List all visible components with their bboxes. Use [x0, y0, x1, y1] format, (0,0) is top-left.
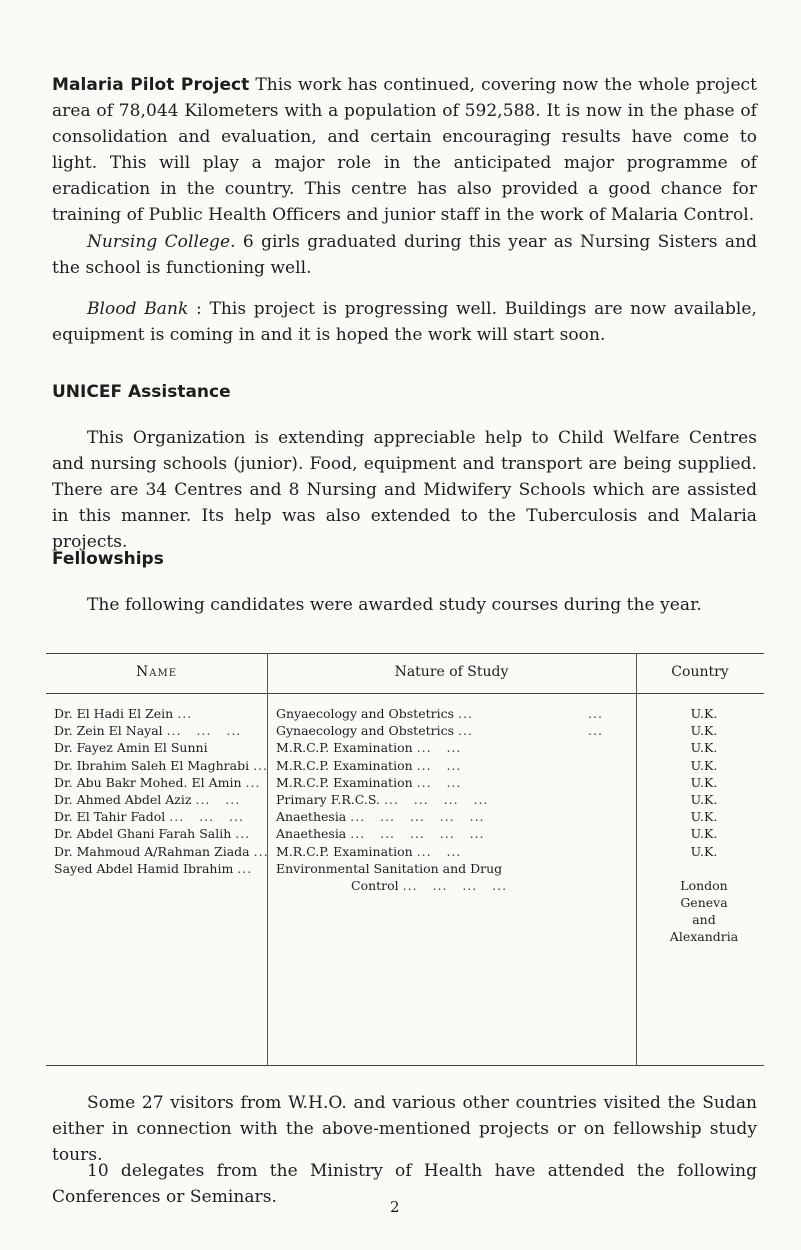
table-row: Dr. Ibrahim Saleh El Maghrabi ... M.R.C.P. Examination ... ... U.K.: [46, 757, 764, 774]
nursing-heading: Nursing College.: [87, 232, 236, 252]
blood-bank-paragraph: [52, 296, 757, 348]
cell-country: U.K.: [690, 791, 718, 807]
blood-bank-heading: Blood Bank: [87, 299, 189, 319]
table-row: Dr. Mahmoud A/Rahman Ziada ... M.R.C.P. Examination ... ... U.K.: [46, 843, 764, 860]
table-row: Dr. Zein El Nayal ... ... ... Gynaecology and Obstetrics ... ... U.K.: [46, 722, 764, 739]
malaria-paragraph: [52, 72, 757, 228]
fellowships-heading: Fellowships: [52, 549, 164, 569]
cell-country: U.K.: [690, 843, 718, 859]
visitors-section: [52, 1090, 757, 1168]
cell-country-line: and: [692, 912, 716, 928]
table-bottom-rule: [46, 1065, 764, 1066]
cell-name: Dr. Abu Bakr Mohed. El Amin: [54, 774, 242, 790]
cell-study: M.R.C.P. Examination: [276, 740, 413, 756]
visitors-paragraph: Some 27 visitors from W.H.O. and various other countries visited the Sudan either in connection with the above-mentioned projects or on fellowship study tours.: [52, 1093, 757, 1165]
cell-name: Dr. El Tahir Fadol: [54, 809, 166, 825]
cell-study: M.R.C.P. Examination: [276, 843, 413, 859]
malaria-heading: Malaria Pilot Project: [52, 75, 250, 95]
unicef-heading: UNICEF Assistance: [52, 382, 231, 402]
delegates-paragraph: 10 delegates from the Ministry of Health have attended the following Conferences or Seminars.: [52, 1161, 757, 1207]
cell-country-line: Alexandria: [669, 929, 739, 945]
cell-study: Gynaecology and Obstetrics: [276, 723, 455, 739]
table-row: Dr. Abdel Ghani Farah Salih ... Anaethesia ... ... ... ... ... U.K.: [46, 825, 764, 842]
table-top-rule: [46, 653, 764, 654]
cell-name: Dr. El Hadi El Zein: [54, 706, 174, 721]
table-row: Sayed Abdel Hamid Ibrahim ... Environmental Sanitation and Drug Control ... ... ... ... London Geneva and Alexandria: [46, 860, 764, 946]
delegates-section: [52, 1158, 757, 1210]
fellowships-section: [52, 548, 757, 618]
cell-name: Dr. Ibrahim Saleh El Maghrabi: [54, 757, 250, 773]
column-header-study: Nature of Study: [394, 664, 509, 680]
fellowships-table: [46, 653, 764, 1066]
cell-name: Sayed Abdel Hamid Ibrahim: [54, 860, 234, 876]
malaria-section: [52, 72, 757, 228]
page-number: 2: [390, 1198, 400, 1216]
table-row: Dr. Fayez Amin El Sunni M.R.C.P. Examination ... ... U.K.: [46, 739, 764, 756]
cell-country: U.K.: [690, 809, 718, 825]
unicef-section: [52, 381, 757, 555]
cell-country-line: London: [680, 877, 728, 893]
cell-country: U.K.: [690, 826, 718, 842]
cell-name: Dr. Ahmed Abdel Aziz: [54, 791, 192, 807]
column-header-name: Name: [135, 664, 177, 680]
cell-country: U.K.: [690, 740, 718, 756]
cell-study-line-2: Control: [351, 877, 399, 893]
cell-country: U.K.: [690, 723, 718, 739]
cell-study: Anaethesia: [276, 826, 347, 842]
malaria-text: This work has continued, covering now the whole project area of 78,044 Kilometers with a population of 592,588. It is now in the phase of consolidation and evaluation, and certain encouraging results have come to light. This will play a major role in the anticipated major programme of eradication in the country. This centre has also provided a good chance for training of Public Health Officers and junior staff in the work of Malaria Control.: [52, 75, 758, 225]
cell-country: U.K.: [690, 706, 718, 721]
table-row: Dr. Ahmed Abdel Aziz ... ... Primary F.R.C.S. ... ... ... ... U.K.: [46, 791, 764, 808]
cell-name: Dr. Mahmoud A/Rahman Ziada: [54, 843, 250, 859]
table-row: Dr. Abu Bakr Mohed. El Amin ... M.R.C.P. Examination ... ... U.K.: [46, 774, 764, 791]
nursing-text: 6 girls graduated during this year as Nursing Sisters and the school is functioning well.: [52, 232, 758, 278]
cell-study-line-1: Environmental Sanitation and Drug: [276, 860, 503, 876]
column-header-country: Country: [671, 664, 729, 680]
table-row: Dr. El Tahir Fadol ... ... ... Anaethesia ... ... ... ... ... U.K.: [46, 808, 764, 825]
cell-study: M.R.C.P. Examination: [276, 774, 413, 790]
cell-country-line: Geneva: [680, 895, 728, 911]
cell-study: M.R.C.P. Examination: [276, 757, 413, 773]
blood-bank-section: [52, 296, 757, 348]
blood-bank-text: : This project is progressing well. Buildings are now available, equipment is coming in and it is hoped the work will start soon.: [52, 299, 757, 345]
cell-country: U.K.: [690, 774, 718, 790]
table-header-rule: [46, 693, 764, 694]
fellowships-intro: The following candidates were awarded study courses during the year.: [87, 595, 702, 615]
unicef-paragraph: This Organization is extending appreciable help to Child Welfare Centres and nursing schools (junior). Food, equipment and transport are being supplied. There are 34 Centres and 8 Nursing and Midwifery Schools which are assisted in this manner. Its help was also extended to the Tuberculosis and Malaria projects.: [52, 428, 757, 552]
cell-name: Dr. Zein El Nayal: [54, 723, 163, 739]
cell-name: Dr. Abdel Ghani Farah Salih: [54, 826, 232, 842]
cell-country: U.K.: [690, 757, 718, 773]
cell-study: Primary F.R.C.S.: [276, 791, 380, 807]
cell-study: Gnyaecology and Obstetrics: [276, 706, 455, 721]
cell-name: Dr. Fayez Amin El Sunni: [54, 740, 208, 756]
nursing-paragraph: [52, 229, 757, 281]
cell-country-multiline: [649, 877, 759, 946]
table-row: Dr. El Hadi El Zein ... Gnyaecology and Obstetrics ... ... U.K.: [46, 705, 764, 722]
cell-study: Anaethesia: [276, 809, 347, 825]
nursing-section: [52, 229, 757, 281]
table-body: [46, 705, 764, 946]
